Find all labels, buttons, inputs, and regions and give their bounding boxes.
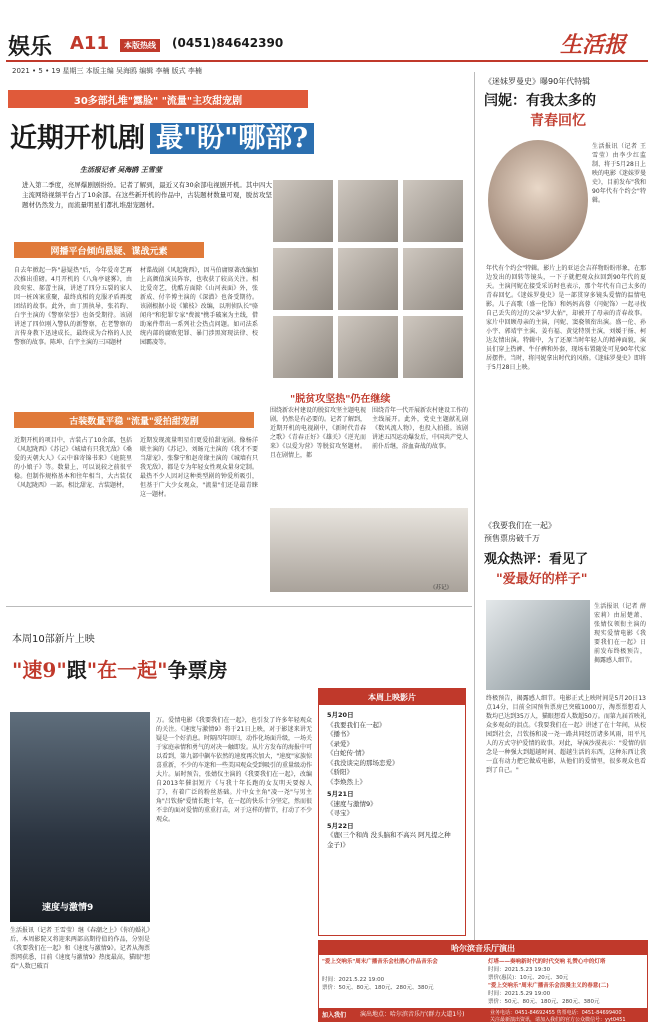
lead-title: [10, 116, 480, 152]
masthead: [0, 0, 654, 62]
masthead-rule: [6, 60, 648, 62]
hotline-label: 本版热线: [120, 39, 160, 52]
lead-title-a: 近期开机剧: [10, 123, 145, 154]
lead-body-3: 近期开机的项目中，古装占了10余部，包括《风起陇西》《苏记》《城墙有只我无敌》《桑爱的天朝大人》《云中谁寄锦书来》《庭院里的小娘子》等。数量上，可以说较之前很平稳。但制作规格基本和往年相当，大古装仅《风起陇西》一部。相比甜宠、古装题材，: [14, 437, 132, 489]
concert-left-head: "爱上交响乐"周末广播音乐会杜鹃心作品音乐会: [322, 959, 438, 965]
films-title-b: 跟: [66, 658, 87, 682]
release-movie: 《寻宝》: [327, 809, 353, 817]
section-name: 娱乐: [8, 34, 53, 60]
concert-phone: 业务电话：0451-84692455 售票电话：0451-84699400: [490, 1010, 622, 1016]
films-byline: 生活报讯（记者 王雪莹）继《春潮之上》《你的婚礼》后，本周影院又将迎来两部高期待值的作品，分别是《我要我们在一起》和《速度与激情9》。记者从淘票票网获悉，目前《速度与激情9》热度最高，猫眼"想看"人数已破百: [10, 927, 150, 970]
concert-follow: 关注最新演出资讯，请加入我们的官方公众微信号：yyt0451: [490, 1017, 626, 1023]
sidebar1-body: 年代有个约会"特辑。影片上的亚运会吉祥物盼盼形象，在那边发出的回转等镜头，一下子就把观众拉回到90年代的夏天。主演闫妮在接受采访时也表示，那个年代有自己太多的青春回忆。《迷妹罗曼史》是一部贯穿多镜头爱情的温情电影。儿子高歌（盛一伦饰）和妈妈高蓉（闫妮饰）一起寻找自己丢失的过的父亲"罗大佑"，却被开了母亲的青春故事。家片中回顾母亲的主演，闫妮、窦骁领衔出演。盛一伦、孙小宇、郭靖宇主演、姜有福、黄觉特别主演，刘媛于扬、柯达友情出演。特辑中，为了还原当时年轻人的精神面貌，演员们穿上热裤、牛仔裤和外套，现场布置随处可见90年代家居摆件。当时，将闫妮拿出时代的风格。《迷妹罗曼史》即将于5月28日上映。: [486, 265, 646, 371]
films-title: [12, 654, 342, 686]
concert-left-price: 票价：50元、80元、180元、280元、380元: [322, 985, 434, 991]
sidebar1-photo: [488, 140, 588, 260]
release-movie: 《白蛇传·情》: [327, 749, 369, 757]
release-movie: 《速度与激情9》: [327, 799, 377, 808]
release-date: 5月21日: [327, 790, 354, 798]
sidebar1-kicker: 《迷妹罗曼史》曝90年代特辑: [484, 77, 591, 86]
lead-body-4: 近期发现流量明星们更爱拍甜宠剧。像杨洋联主演的《苏记》、刘旸元主演的《我才不要当甜宠》、张黎宁和赵奇缘主演的《城墙有只我无敌》，都是专为年轻女性观众量身定制。最热不少人因对这种类型剧的钟爱所吸引，但基于广大少女观众，"流量"们还是最青睐这一题材。: [140, 437, 258, 498]
sidebar2-kicker: 《我要我们在一起》: [484, 521, 556, 530]
release-movie: 《我没谈完的那场恋爱》: [327, 758, 399, 767]
sidebar2-title-b: "爱最好的样子": [496, 572, 588, 587]
cast-photo: [338, 248, 398, 310]
sidebar2-title-a: 观众热评：看见了: [484, 552, 589, 567]
concert-item1-head: 灯塔——奏响新时代的时代交响 礼赞心中的灯塔: [488, 959, 606, 965]
lead-body-2: 材谍战剧《风起陇西》，因马伯庸原著改编加上高颜值演员阵容，也收获了较高关注。相比爱奇艺，优酷方面除《山河表面》外，张新成、付辛博主演的《深潜》也备受期待。该剧根据小说《繁枝》改编，以刑侦队长"骆闻舟"和犯罪专家"费渡"携手破案为主线，借助案件带出一系列社会热点问题。如司法系统内部的腐败犯罪、暴门涉黑窝现法律、校园霸凌等。: [140, 267, 258, 346]
sidebar2-body: 终极预告，揭露感人细节。电影正式上映时间是5月20日13点14分，目前全国预售票房已突破1000万，淘票票想看人数均已达到35万人，猫眼想看人数超50万。而第九届首映礼众多观众的泪点。《我要我们在一起》讲述了在十年间，从校园到社会，吕钦扬和凌一尧一路共同经历诸多风雨，用平凡人的方式守护爱情的故事。对此，导演沙漠表示："爱情的信念是一种强大到超越时间、超越生活的东西，这种东西让我一直有动力把它做成电影，从他们的爱情里，很多观众也看到了自己。": [486, 695, 646, 774]
sidebar1-title-b: 青春回忆: [530, 113, 586, 129]
film-poster: [10, 712, 150, 922]
cast-photo: [403, 316, 463, 378]
dateline: 2021 • 5 • 19 星期三 本版主编 吴海鸥 编辑 李楠 版式 李楠: [12, 67, 202, 75]
cast-photo: [273, 180, 333, 242]
lead-intro: 进入第二季度，亮屏爆剧剧纷纷。记者了解到，最近又有30余部电视剧开机。其中四大主流网络视频平台占了10余部。在这些新开机的作品中，古装题材数量可观，脱贫攻坚题材仍然发力，而流量明星们都扎堆甜宠题材。: [22, 181, 272, 209]
lead-body-1: 自去年掀起一阵"悬疑热"后，今年爱奇艺再次推出重磅。4月开机的《八角亭谜雾》，由段奕宏、郝蕾主演，讲述了四分五裂的家人因一桩凶案重聚，最终真相的克服矛盾再度团结的故事。此外，由丁黑执导，张若昀、白宇主演的《警察荣誉》也备受期待。该剧讲述了四位刚入警队的新警察，在老警察的言传身教下迅速成长，最终成为合格的人民警察的故事。陈坤、白宇主演的三国题材: [14, 267, 132, 346]
films-section-rule: [6, 606, 472, 607]
cast-photo: [338, 180, 398, 242]
release-movie: 《录爱》: [327, 739, 353, 748]
release-list-title: 本周上映影片: [319, 689, 465, 705]
release-movie: 《李焕然上》: [327, 777, 366, 786]
sidebar1-title-a: 闫妮：有我太多的: [484, 93, 596, 109]
films-kicker: 本周10部新片上映: [12, 634, 95, 645]
cast-photo: [338, 316, 398, 378]
sidebar2-byline: 生活报讯（记者 薛宏莉）由屈楚萧、张婧仪领衔主演的现实爱情电影《我要我们在一起》日前发布终极预告，揭露感人细节。: [594, 603, 646, 664]
lead-title-b: 最"盼"哪部?: [150, 123, 314, 154]
sidebar1-byline: 生活报讯（记者 王雪莹）由李少红监制、将于5月28日上映的电影《迷妹罗曼史》，目前发布"我和90年代有个约会"特辑。: [592, 143, 646, 204]
release-date: 5月20日: [327, 711, 354, 719]
films-title-a: "速9": [12, 658, 67, 682]
hotline-number: (0451)84642390: [172, 36, 284, 50]
cast-photo: [403, 180, 463, 242]
lead-body-5: 围绕新农村建设的脱贫攻坚主题电视剧，仍然是有必要的。记者了解到，近期开机的电视剧中，《新时代青春之歌》《青春正好》《雄关》《逆光而来》《以爱为营》等脱贫攻坚题材。且在剧情上，都: [270, 407, 366, 459]
concert-side-label: 加入我们: [322, 1012, 347, 1019]
lead-body-6: 围绕青年一代开展新农村建设工作的主线展开。此外，党史主题献礼剧《数风流人物》，也投入拍摄。该剧讲述五四运动爆发后，中国共产党人前仆后继，浴血奋战的故事。: [372, 407, 468, 450]
cast-photo-grid: [268, 180, 468, 380]
films-title-c: "在一起": [86, 658, 168, 682]
release-list: [319, 705, 465, 856]
cast-photo: [273, 316, 333, 378]
sidebar2-photo: [486, 600, 590, 690]
concert-left-time: 时间：2021.5.22 19:00: [322, 977, 385, 983]
release-movie: 《我要我们在一起》: [327, 720, 386, 729]
concert-item1-time: 时间：2021.5.23 19:30: [488, 967, 551, 973]
concert-item1-price: 票价(惠民)：10元、20元、30元: [488, 975, 569, 981]
lead-subhead-1: 网播平台倾向悬疑、谍战元素: [14, 242, 204, 258]
release-movie: 《鹿(三个和尚 没头脑和不高兴 阿凡提之种金子)》: [327, 831, 451, 849]
cast-photo: [403, 248, 463, 310]
event-photo-caption: 《苏记》: [430, 585, 453, 591]
page-number: A11: [70, 33, 109, 54]
sidebar2-kicker-2: 预售票房破千万: [484, 534, 540, 543]
concert-right-price: 票价：50元、80元、180元、280元、380元: [488, 999, 600, 1005]
release-movie: 《播书》: [327, 730, 353, 738]
lead-subhead-3: "脱贫攻坚热"仍在继续: [290, 394, 391, 405]
films-body: 万。爱情电影《我要我们在一起》，也引发了许多年轻观众的关注。《速度与激情9》将于21日上映，对于影迷来讲无疑是一个好消息。时隔四年回归，动作化场面升级，一场关于家庭亲情和勇气的对决一触即发。从片方发布的海报中可以看到，第九部中飙车依然的速度再次加大，"速度"家族惊喜重新，不少的车迷和一些美国观众受到吸引的重量级动作大片。届时预告，张婧仪主演的《我要我们在一起》，改编自2013年催泪短片《与我十年长跑的女友明天要嫁人了》，有着广泛的粉丝基础。片中女主角"凌一尧"与男主角"吕钦扬"爱情长跑十年，在一起的快乐十分坚定，然而很不幸的面对爱情的重重打击，对于这样的情节，打动了不少观众。: [156, 717, 312, 823]
lead-byline: 生活报记者 吴海鸥 王雪莹: [80, 166, 162, 174]
cast-photo: [273, 248, 333, 310]
concert-title: 哈尔滨音乐厅演出: [319, 941, 647, 955]
concert-right-head: "爱上交响乐"周末广播音乐会浪漫主义的春意(二): [488, 983, 609, 989]
lead-subhead-2: 古装数量平稳 "流量"爱拍甜宠剧: [14, 412, 254, 428]
release-date: 5月22日: [327, 821, 354, 830]
brand-logo: 生活报: [560, 32, 627, 58]
event-photo: [270, 508, 468, 592]
release-list-box: [318, 688, 466, 936]
film-poster-caption: 速度与激情9: [42, 903, 94, 913]
films-title-d: 争票房: [167, 658, 228, 682]
concert-venue: 演出地点：哈尔滨音乐厅(群力大道1号): [360, 1011, 465, 1018]
concert-right-time: 时间：2021.5.29 19:00: [488, 991, 551, 997]
column-divider: [474, 72, 475, 942]
lead-kicker: 30多部扎堆"露脸" "流量"主攻甜宠剧: [8, 90, 308, 108]
release-movie: 《骄阳》: [327, 768, 353, 776]
